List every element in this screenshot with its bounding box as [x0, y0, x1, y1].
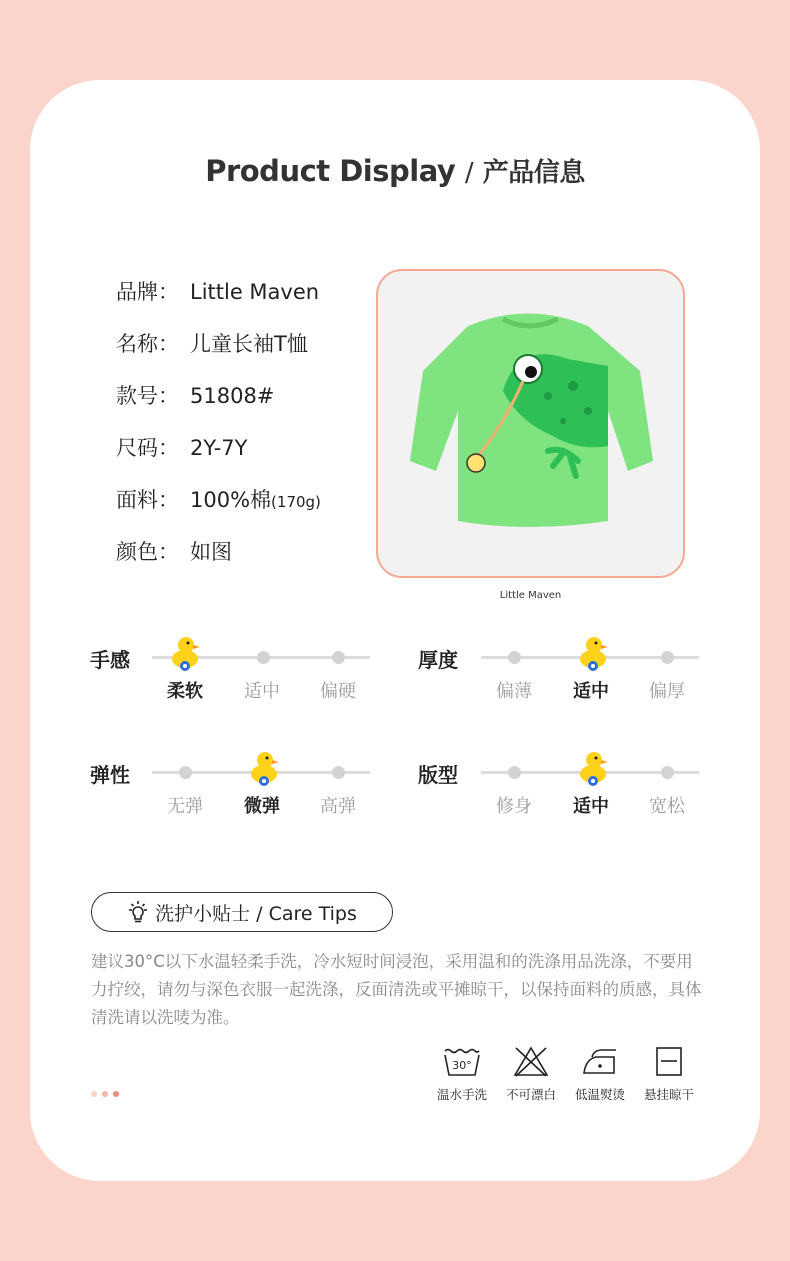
tshirt-illustration	[378, 271, 683, 576]
spec-style-no	[116, 380, 274, 410]
care-no-bleach	[496, 1045, 566, 1103]
pager-dot	[102, 1091, 108, 1097]
care-label: 不可漂白	[505, 1087, 556, 1102]
care-label: 低温熨烫	[574, 1087, 625, 1102]
scale-option-loose: 宽松	[649, 796, 685, 817]
duck-marker-icon	[576, 633, 610, 673]
hand-wash-30-icon	[442, 1045, 482, 1079]
scale-option-none: 无弹	[167, 796, 203, 817]
scale-option-slim: 修身	[496, 796, 532, 817]
scale-dot	[508, 766, 521, 779]
spec-value: 51808#	[190, 384, 275, 408]
care-hand-wash	[427, 1045, 497, 1103]
care-tips-text: 建议30°C以下水温轻柔手洗，冷水短时间浸泡，采用温和的洗涤用品洗涤，不要用力拧绞，请勿与深色衣服一起洗涤，反面清洗或平摊晾干，以保持面料的质感，具体清洗请以洗唛为准。	[91, 952, 702, 1027]
care-label: 温水手洗	[436, 1087, 487, 1102]
scale-dot	[332, 651, 345, 664]
scale-dot	[257, 651, 270, 664]
care-hang-dry	[634, 1045, 704, 1103]
scale-option-regular: 适中	[573, 796, 609, 817]
scale-option-thick: 偏厚	[649, 681, 685, 702]
care-label: 悬挂晾干	[643, 1087, 694, 1102]
spec-name	[116, 328, 308, 358]
spec-value: 如图	[190, 540, 232, 564]
care-tips-heading	[91, 892, 393, 932]
scale-option-high: 高弹	[320, 796, 356, 817]
duck-marker-icon	[576, 748, 610, 788]
scale-dot	[661, 766, 674, 779]
page-title	[0, 152, 790, 189]
low-iron-icon	[580, 1045, 620, 1079]
title-en: Product Display	[205, 154, 456, 188]
scale-label-fit: 版型	[418, 763, 458, 787]
spec-brand	[116, 276, 319, 306]
pager-dots	[91, 1091, 119, 1097]
spec-label: 名称：	[116, 332, 179, 356]
scale-option-thin: 偏薄	[496, 681, 532, 702]
wash-temp-text: 30°	[452, 1059, 472, 1072]
care-tips-title: 洗护小贴士 / Care Tips	[155, 902, 357, 925]
no-bleach-icon	[511, 1045, 551, 1079]
duck-marker-icon	[168, 633, 202, 673]
spec-label: 款号：	[116, 384, 179, 408]
lightbulb-icon	[127, 900, 149, 924]
spec-label: 面料：	[116, 488, 179, 512]
spec-label: 品牌：	[116, 280, 179, 304]
spec-value: 儿童长袖T恤	[190, 332, 308, 356]
hang-dry-icon	[649, 1045, 689, 1079]
scale-option-medium: 适中	[573, 681, 609, 702]
title-cn: 产品信息	[482, 158, 585, 188]
scale-dot	[332, 766, 345, 779]
spec-value: 100%棉	[190, 488, 272, 512]
spec-size	[116, 432, 247, 462]
scale-option-hard: 偏硬	[320, 681, 356, 702]
spec-extra: (170g)	[271, 493, 321, 511]
scale-option-slight: 微弹	[244, 796, 280, 817]
spec-value: 2Y-7Y	[190, 436, 248, 460]
scale-dot	[661, 651, 674, 664]
spec-label: 尺码：	[116, 436, 179, 460]
scale-option-medium: 适中	[244, 681, 280, 702]
spec-label: 颜色：	[116, 540, 179, 564]
spec-value: Little Maven	[190, 280, 320, 304]
pager-dot	[91, 1091, 97, 1097]
spec-fabric	[116, 484, 321, 514]
pager-dot	[113, 1091, 119, 1097]
photo-caption: Little Maven	[499, 590, 562, 601]
scale-option-soft: 柔软	[167, 681, 203, 702]
scale-label-feel: 手感	[90, 648, 130, 672]
scale-label-elasticity: 弹性	[90, 763, 130, 787]
title-separator: /	[464, 158, 474, 188]
scale-dot	[508, 651, 521, 664]
duck-marker-icon	[247, 748, 281, 788]
product-photo	[376, 269, 685, 578]
care-low-iron	[565, 1045, 635, 1103]
scale-dot	[179, 766, 192, 779]
scale-label-thickness: 厚度	[418, 648, 458, 672]
spec-color	[116, 536, 232, 566]
